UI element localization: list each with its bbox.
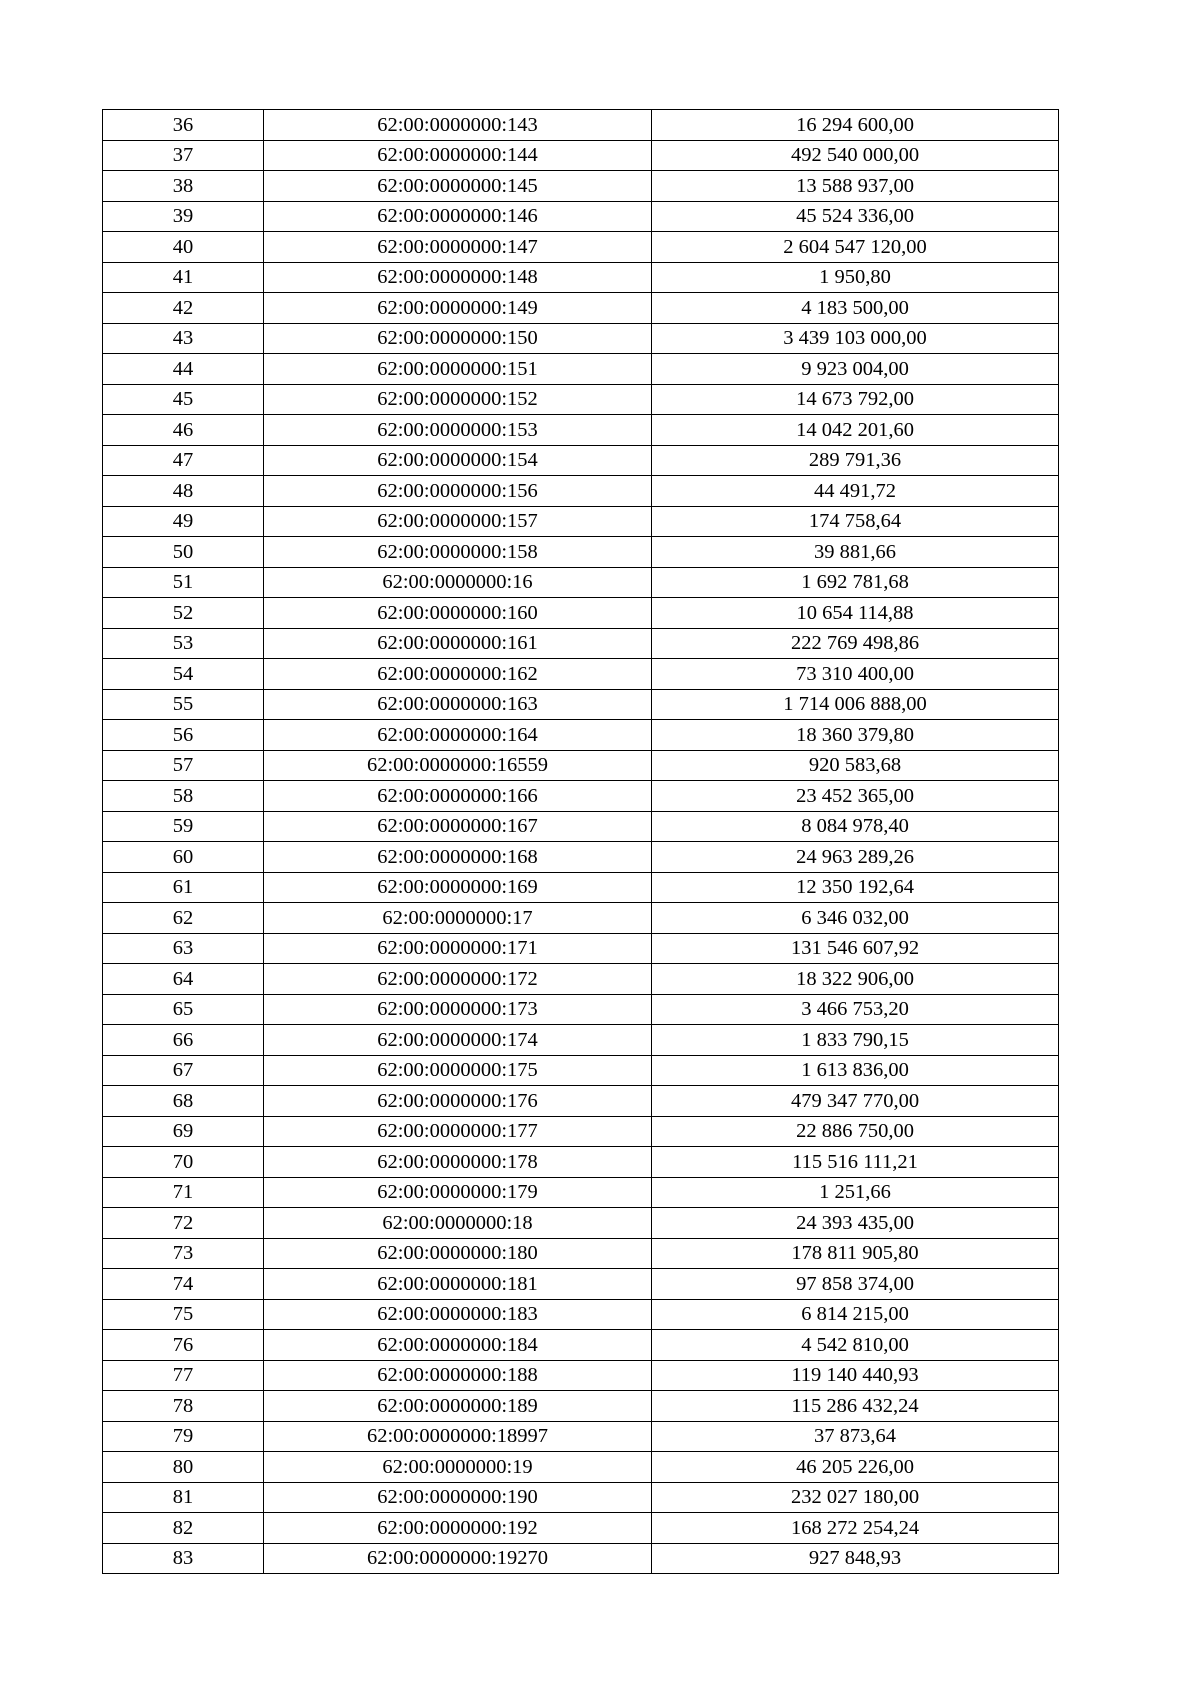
- value-cell: 44 491,72: [652, 476, 1059, 507]
- cadastral-number-cell: 62:00:0000000:160: [264, 598, 652, 629]
- cadastral-number-cell: 62:00:0000000:176: [264, 1086, 652, 1117]
- row-number-cell: 55: [103, 689, 264, 720]
- value-cell: 12 350 192,64: [652, 872, 1059, 903]
- cadastral-number-cell: 62:00:0000000:148: [264, 262, 652, 293]
- table-row: [103, 1513, 1059, 1544]
- table-body: [103, 110, 1059, 1574]
- row-number-cell: 47: [103, 445, 264, 476]
- cadastral-number-cell: 62:00:0000000:143: [264, 110, 652, 141]
- cadastral-number-cell: 62:00:0000000:145: [264, 171, 652, 202]
- row-number-cell: 82: [103, 1513, 264, 1544]
- table-row: [103, 1025, 1059, 1056]
- cadastral-number-cell: 62:00:0000000:171: [264, 933, 652, 964]
- value-cell: 39 881,66: [652, 537, 1059, 568]
- table-row: [103, 1482, 1059, 1513]
- cadastral-number-cell: 62:00:0000000:174: [264, 1025, 652, 1056]
- row-number-cell: 48: [103, 476, 264, 507]
- cadastral-number-cell: 62:00:0000000:154: [264, 445, 652, 476]
- value-cell: 22 886 750,00: [652, 1116, 1059, 1147]
- table-row: [103, 1238, 1059, 1269]
- table-row: [103, 262, 1059, 293]
- table-row: [103, 903, 1059, 934]
- cadastral-number-cell: 62:00:0000000:180: [264, 1238, 652, 1269]
- row-number-cell: 68: [103, 1086, 264, 1117]
- value-cell: 23 452 365,00: [652, 781, 1059, 812]
- cadastral-number-cell: 62:00:0000000:172: [264, 964, 652, 995]
- table-row: [103, 293, 1059, 324]
- row-number-cell: 66: [103, 1025, 264, 1056]
- row-number-cell: 71: [103, 1177, 264, 1208]
- cadastral-number-cell: 62:00:0000000:189: [264, 1391, 652, 1422]
- table-row: [103, 598, 1059, 629]
- value-cell: 174 758,64: [652, 506, 1059, 537]
- row-number-cell: 79: [103, 1421, 264, 1452]
- table-row: [103, 1116, 1059, 1147]
- table-row: [103, 415, 1059, 446]
- table-row: [103, 354, 1059, 385]
- table-row: [103, 232, 1059, 263]
- cadastral-number-cell: 62:00:0000000:173: [264, 994, 652, 1025]
- row-number-cell: 53: [103, 628, 264, 659]
- cadastral-number-cell: 62:00:0000000:161: [264, 628, 652, 659]
- table-row: [103, 1055, 1059, 1086]
- row-number-cell: 75: [103, 1299, 264, 1330]
- row-number-cell: 63: [103, 933, 264, 964]
- table-row: [103, 964, 1059, 995]
- cadastral-number-cell: 62:00:0000000:181: [264, 1269, 652, 1300]
- cadastral-number-cell: 62:00:0000000:169: [264, 872, 652, 903]
- cadastral-number-cell: 62:00:0000000:188: [264, 1360, 652, 1391]
- value-cell: 97 858 374,00: [652, 1269, 1059, 1300]
- value-cell: 168 272 254,24: [652, 1513, 1059, 1544]
- value-cell: 115 286 432,24: [652, 1391, 1059, 1422]
- cadastral-number-cell: 62:00:0000000:190: [264, 1482, 652, 1513]
- cadastral-number-cell: 62:00:0000000:168: [264, 842, 652, 873]
- table-row: [103, 1177, 1059, 1208]
- cadastral-number-cell: 62:00:0000000:19270: [264, 1543, 652, 1574]
- value-cell: 14 042 201,60: [652, 415, 1059, 446]
- row-number-cell: 38: [103, 171, 264, 202]
- row-number-cell: 42: [103, 293, 264, 324]
- value-cell: 131 546 607,92: [652, 933, 1059, 964]
- table-row: [103, 1543, 1059, 1574]
- cadastral-number-cell: 62:00:0000000:16559: [264, 750, 652, 781]
- cadastral-number-cell: 62:00:0000000:149: [264, 293, 652, 324]
- row-number-cell: 72: [103, 1208, 264, 1239]
- cadastral-number-cell: 62:00:0000000:179: [264, 1177, 652, 1208]
- cadastral-number-cell: 62:00:0000000:153: [264, 415, 652, 446]
- value-cell: 4 542 810,00: [652, 1330, 1059, 1361]
- row-number-cell: 60: [103, 842, 264, 873]
- row-number-cell: 61: [103, 872, 264, 903]
- row-number-cell: 62: [103, 903, 264, 934]
- table-row: [103, 750, 1059, 781]
- row-number-cell: 59: [103, 811, 264, 842]
- table-row: [103, 1452, 1059, 1483]
- value-cell: 232 027 180,00: [652, 1482, 1059, 1513]
- table-row: [103, 781, 1059, 812]
- value-cell: 6 346 032,00: [652, 903, 1059, 934]
- row-number-cell: 67: [103, 1055, 264, 1086]
- row-number-cell: 51: [103, 567, 264, 598]
- value-cell: 73 310 400,00: [652, 659, 1059, 690]
- value-cell: 3 439 103 000,00: [652, 323, 1059, 354]
- table-row: [103, 933, 1059, 964]
- table-row: [103, 1299, 1059, 1330]
- row-number-cell: 64: [103, 964, 264, 995]
- value-cell: 1 833 790,15: [652, 1025, 1059, 1056]
- row-number-cell: 44: [103, 354, 264, 385]
- cadastral-value-table: [102, 109, 1059, 1574]
- cadastral-number-cell: 62:00:0000000:178: [264, 1147, 652, 1178]
- cadastral-number-cell: 62:00:0000000:183: [264, 1299, 652, 1330]
- row-number-cell: 43: [103, 323, 264, 354]
- table-row: [103, 689, 1059, 720]
- value-cell: 45 524 336,00: [652, 201, 1059, 232]
- value-cell: 37 873,64: [652, 1421, 1059, 1452]
- row-number-cell: 52: [103, 598, 264, 629]
- cadastral-number-cell: 62:00:0000000:164: [264, 720, 652, 751]
- table-row: [103, 1421, 1059, 1452]
- cadastral-number-cell: 62:00:0000000:151: [264, 354, 652, 385]
- cadastral-number-cell: 62:00:0000000:167: [264, 811, 652, 842]
- table-row: [103, 1269, 1059, 1300]
- value-cell: 119 140 440,93: [652, 1360, 1059, 1391]
- value-cell: 18 322 906,00: [652, 964, 1059, 995]
- row-number-cell: 54: [103, 659, 264, 690]
- row-number-cell: 80: [103, 1452, 264, 1483]
- table-row: [103, 628, 1059, 659]
- value-cell: 8 084 978,40: [652, 811, 1059, 842]
- row-number-cell: 37: [103, 140, 264, 171]
- value-cell: 24 393 435,00: [652, 1208, 1059, 1239]
- row-number-cell: 76: [103, 1330, 264, 1361]
- cadastral-number-cell: 62:00:0000000:147: [264, 232, 652, 263]
- table-row: [103, 384, 1059, 415]
- cadastral-number-cell: 62:00:0000000:18997: [264, 1421, 652, 1452]
- table-row: [103, 323, 1059, 354]
- row-number-cell: 50: [103, 537, 264, 568]
- value-cell: 1 950,80: [652, 262, 1059, 293]
- row-number-cell: 49: [103, 506, 264, 537]
- table-row: [103, 110, 1059, 141]
- value-cell: 1 613 836,00: [652, 1055, 1059, 1086]
- row-number-cell: 40: [103, 232, 264, 263]
- value-cell: 16 294 600,00: [652, 110, 1059, 141]
- row-number-cell: 81: [103, 1482, 264, 1513]
- value-cell: 2 604 547 120,00: [652, 232, 1059, 263]
- value-cell: 24 963 289,26: [652, 842, 1059, 873]
- cadastral-number-cell: 62:00:0000000:144: [264, 140, 652, 171]
- value-cell: 46 205 226,00: [652, 1452, 1059, 1483]
- value-cell: 1 692 781,68: [652, 567, 1059, 598]
- cadastral-number-cell: 62:00:0000000:152: [264, 384, 652, 415]
- table-row: [103, 1147, 1059, 1178]
- value-cell: 1 251,66: [652, 1177, 1059, 1208]
- table-row: [103, 567, 1059, 598]
- table-row: [103, 1086, 1059, 1117]
- table-row: [103, 476, 1059, 507]
- table-row: [103, 171, 1059, 202]
- value-cell: 222 769 498,86: [652, 628, 1059, 659]
- row-number-cell: 74: [103, 1269, 264, 1300]
- cadastral-number-cell: 62:00:0000000:184: [264, 1330, 652, 1361]
- table-row: [103, 140, 1059, 171]
- table-row: [103, 537, 1059, 568]
- row-number-cell: 58: [103, 781, 264, 812]
- row-number-cell: 83: [103, 1543, 264, 1574]
- value-cell: 178 811 905,80: [652, 1238, 1059, 1269]
- value-cell: 289 791,36: [652, 445, 1059, 476]
- value-cell: 10 654 114,88: [652, 598, 1059, 629]
- row-number-cell: 39: [103, 201, 264, 232]
- cadastral-number-cell: 62:00:0000000:17: [264, 903, 652, 934]
- table-row: [103, 842, 1059, 873]
- cadastral-number-cell: 62:00:0000000:157: [264, 506, 652, 537]
- row-number-cell: 65: [103, 994, 264, 1025]
- cadastral-number-cell: 62:00:0000000:192: [264, 1513, 652, 1544]
- value-cell: 9 923 004,00: [652, 354, 1059, 385]
- row-number-cell: 73: [103, 1238, 264, 1269]
- value-cell: 13 588 937,00: [652, 171, 1059, 202]
- table-row: [103, 1391, 1059, 1422]
- cadastral-number-cell: 62:00:0000000:150: [264, 323, 652, 354]
- row-number-cell: 70: [103, 1147, 264, 1178]
- value-cell: 18 360 379,80: [652, 720, 1059, 751]
- value-cell: 14 673 792,00: [652, 384, 1059, 415]
- row-number-cell: 77: [103, 1360, 264, 1391]
- row-number-cell: 41: [103, 262, 264, 293]
- table-row: [103, 872, 1059, 903]
- row-number-cell: 36: [103, 110, 264, 141]
- value-cell: 4 183 500,00: [652, 293, 1059, 324]
- value-cell: 115 516 111,21: [652, 1147, 1059, 1178]
- table-row: [103, 1208, 1059, 1239]
- value-cell: 920 583,68: [652, 750, 1059, 781]
- cadastral-number-cell: 62:00:0000000:162: [264, 659, 652, 690]
- row-number-cell: 57: [103, 750, 264, 781]
- cadastral-number-cell: 62:00:0000000:175: [264, 1055, 652, 1086]
- row-number-cell: 69: [103, 1116, 264, 1147]
- row-number-cell: 46: [103, 415, 264, 446]
- cadastral-number-cell: 62:00:0000000:158: [264, 537, 652, 568]
- value-cell: 6 814 215,00: [652, 1299, 1059, 1330]
- value-cell: 492 540 000,00: [652, 140, 1059, 171]
- table-row: [103, 994, 1059, 1025]
- table-row: [103, 506, 1059, 537]
- table-row: [103, 811, 1059, 842]
- row-number-cell: 78: [103, 1391, 264, 1422]
- value-cell: 479 347 770,00: [652, 1086, 1059, 1117]
- table-row: [103, 1360, 1059, 1391]
- cadastral-number-cell: 62:00:0000000:16: [264, 567, 652, 598]
- cadastral-number-cell: 62:00:0000000:18: [264, 1208, 652, 1239]
- table-row: [103, 201, 1059, 232]
- table-row: [103, 445, 1059, 476]
- table-row: [103, 1330, 1059, 1361]
- cadastral-number-cell: 62:00:0000000:177: [264, 1116, 652, 1147]
- table-row: [103, 720, 1059, 751]
- value-cell: 3 466 753,20: [652, 994, 1059, 1025]
- value-cell: 1 714 006 888,00: [652, 689, 1059, 720]
- row-number-cell: 56: [103, 720, 264, 751]
- cadastral-number-cell: 62:00:0000000:19: [264, 1452, 652, 1483]
- row-number-cell: 45: [103, 384, 264, 415]
- cadastral-number-cell: 62:00:0000000:146: [264, 201, 652, 232]
- value-cell: 927 848,93: [652, 1543, 1059, 1574]
- table-row: [103, 659, 1059, 690]
- cadastral-number-cell: 62:00:0000000:156: [264, 476, 652, 507]
- cadastral-number-cell: 62:00:0000000:166: [264, 781, 652, 812]
- cadastral-number-cell: 62:00:0000000:163: [264, 689, 652, 720]
